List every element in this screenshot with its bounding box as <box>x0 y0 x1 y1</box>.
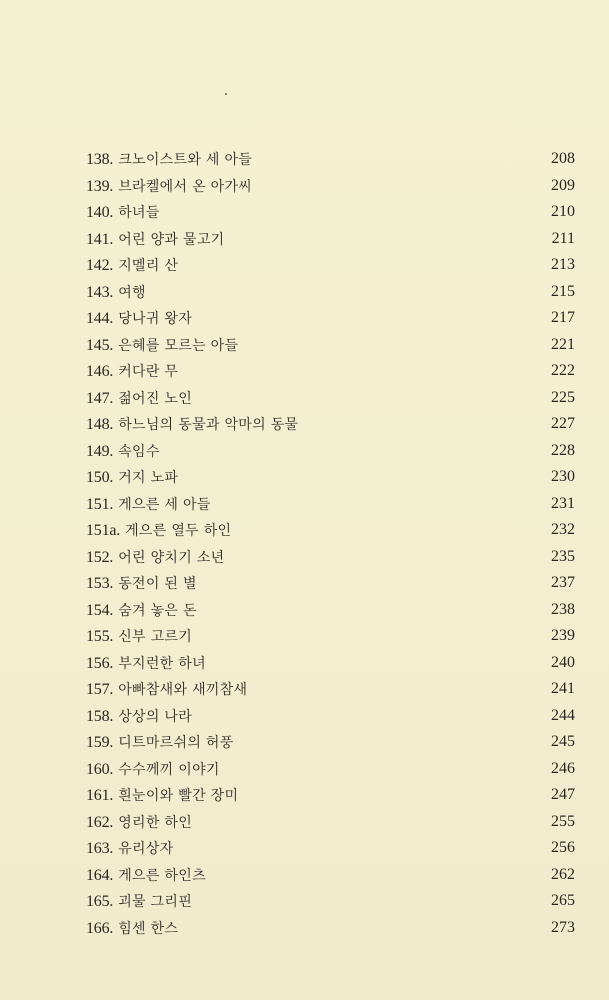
toc-entry-page: 210 <box>551 203 575 220</box>
toc-entry-title: 게으른 열두 하인 <box>125 523 232 539</box>
toc-entry-number: 159. <box>86 734 114 751</box>
toc-entry-title: 영리한 하인 <box>118 814 193 831</box>
toc-entry-page: 240 <box>551 653 575 671</box>
toc-entry-number: 154. <box>86 601 114 619</box>
toc-entry <box>86 597 575 624</box>
toc-entry-number: 153. <box>86 575 114 592</box>
toc-entry-page: 238 <box>551 600 575 618</box>
toc-entry <box>86 464 575 491</box>
toc-entry-title: 디트마르쉬의 허풍 <box>118 735 234 751</box>
toc-entry <box>86 729 575 756</box>
toc-entry-title: 부지런한 하녀 <box>118 655 206 672</box>
toc-entry <box>86 358 575 385</box>
toc-entry-number: 161. <box>86 787 114 804</box>
toc-entry-title: 어린 양과 물고기 <box>118 231 225 248</box>
toc-entry-page: 255 <box>551 812 575 830</box>
toc-entry-page: 211 <box>551 229 575 247</box>
toc-entry-number: 138. <box>86 151 114 168</box>
toc-entry-page: 215 <box>551 282 575 300</box>
toc-entry <box>86 173 575 200</box>
toc-entry-number: 139. <box>86 177 114 195</box>
toc-entry-title: 하느님의 동물과 악마의 동물 <box>118 417 299 433</box>
toc-entry-page: 244 <box>551 706 575 724</box>
toc-entry-number: 158. <box>86 707 114 725</box>
toc-entry <box>86 915 575 942</box>
toc-entry-number: 144. <box>86 310 114 327</box>
toc-entry-number: 156. <box>86 654 114 672</box>
toc-entry-title: 신부 고르기 <box>118 629 193 645</box>
toc-entry-number: 164. <box>86 866 114 884</box>
toc-entry-title: 게으른 세 아들 <box>118 496 211 513</box>
toc-entry <box>86 862 575 889</box>
toc-entry-title: 아빠참새와 새끼참새 <box>118 682 248 698</box>
toc-entry-title: 커다란 무 <box>118 364 179 380</box>
toc-entry <box>86 835 575 862</box>
toc-entry <box>86 252 575 279</box>
toc-entry-title: 당나귀 왕자 <box>118 311 193 327</box>
toc-entry-title: 동전이 된 별 <box>118 576 197 592</box>
toc-entry <box>86 676 575 703</box>
toc-entry-title: 상상의 나라 <box>118 708 193 725</box>
toc-entry <box>86 411 575 438</box>
toc-entry-title: 어린 양치기 소년 <box>118 549 225 566</box>
toc-entry-page: 230 <box>551 468 575 485</box>
toc-entry-number: 162. <box>86 813 114 831</box>
toc-entry <box>86 570 575 597</box>
toc-entry-number: 142. <box>86 257 114 274</box>
toc-entry <box>86 226 575 253</box>
toc-entry-title: 하녀들 <box>118 205 160 221</box>
toc-entry <box>86 332 575 359</box>
toc-entry-title: 거지 노파 <box>118 470 179 486</box>
toc-entry <box>86 756 575 783</box>
toc-entry-number: 143. <box>86 283 114 301</box>
toc-entry-page: 247 <box>551 786 575 803</box>
toc-entry-title: 숨겨 놓은 돈 <box>118 602 197 619</box>
toc-entry <box>86 517 575 544</box>
toc-entry-title: 유리상자 <box>118 841 174 857</box>
toc-entry-page: 245 <box>551 733 575 750</box>
toc-entry-number: 166. <box>86 919 114 937</box>
toc-entry <box>86 279 575 306</box>
toc-entry-title: 여행 <box>118 284 146 301</box>
toc-entry-number: 148. <box>86 416 114 433</box>
toc-entry <box>86 703 575 730</box>
toc-entry-number: 150. <box>86 469 114 486</box>
toc-entry-page: 222 <box>551 362 575 379</box>
toc-entry-page: 227 <box>551 415 575 432</box>
toc-entry-title: 속임수 <box>118 443 160 460</box>
toc-entry-page: 208 <box>551 150 575 167</box>
toc-entry-number: 145. <box>86 336 114 354</box>
toc-entry-title: 수수께끼 이야기 <box>118 761 220 778</box>
toc-entry <box>86 491 575 518</box>
toc-entry-number: 149. <box>86 442 114 460</box>
toc-entry-number: 152. <box>86 548 114 566</box>
toc-entry-page: 262 <box>551 865 575 883</box>
toc-entry-page: 209 <box>551 176 575 194</box>
toc-entry <box>86 809 575 836</box>
toc-entry-number: 141. <box>86 230 114 248</box>
toc-entry <box>86 199 575 226</box>
toc-entry-page: 265 <box>551 892 575 909</box>
toc-entry-number: 151. <box>86 495 114 513</box>
toc-entry-title: 브라켈에서 온 아가씨 <box>118 178 253 195</box>
toc-entry-title: 흰눈이와 빨간 장미 <box>118 788 239 804</box>
toc-entry-number: 140. <box>86 204 114 221</box>
toc-entry-number: 165. <box>86 893 114 910</box>
toc-entry-page: 231 <box>551 494 575 512</box>
toc-entry-number: 157. <box>86 681 114 698</box>
toc-entry-title: 크노이스트와 세 아들 <box>118 152 253 168</box>
toc-entry-title: 은혜를 모르는 아들 <box>118 337 239 354</box>
toc-entry-page: 225 <box>551 388 575 406</box>
toc-entry <box>86 438 575 465</box>
toc-entry <box>86 623 575 650</box>
toc-entry-page: 217 <box>551 309 575 326</box>
toc-entry <box>86 782 575 809</box>
toc-entry-page: 239 <box>551 627 575 644</box>
toc-entry-page: 241 <box>551 680 575 697</box>
ink-speck <box>225 93 227 95</box>
toc-entry-page: 246 <box>551 759 575 777</box>
table-of-contents <box>86 146 575 941</box>
toc-entry-number: 147. <box>86 389 114 407</box>
toc-entry-page: 256 <box>551 839 575 856</box>
toc-entry-page: 237 <box>551 574 575 591</box>
toc-entry <box>86 305 575 332</box>
toc-entry-title: 괴물 그리핀 <box>118 894 193 910</box>
toc-entry-number: 155. <box>86 628 114 645</box>
toc-entry <box>86 888 575 915</box>
toc-entry-number: 163. <box>86 840 114 857</box>
toc-entry-title: 힘센 한스 <box>118 920 179 937</box>
toc-entry-number: 160. <box>86 760 114 778</box>
toc-entry-page: 228 <box>551 441 575 459</box>
toc-entry-title: 젊어진 노인 <box>118 390 193 407</box>
toc-entry-title: 지멜리 산 <box>118 258 179 274</box>
toc-entry <box>86 650 575 677</box>
toc-entry <box>86 544 575 571</box>
toc-entry-page: 273 <box>551 918 575 936</box>
toc-entry-number: 146. <box>86 363 114 380</box>
toc-entry-page: 235 <box>551 547 575 565</box>
toc-entry-number: 151a. <box>86 522 121 539</box>
toc-entry-page: 232 <box>551 521 575 538</box>
toc-entry-title: 게으른 하인츠 <box>118 867 206 884</box>
toc-entry-page: 221 <box>551 335 575 353</box>
toc-entry-page: 213 <box>551 256 575 273</box>
toc-entry <box>86 146 575 173</box>
toc-entry <box>86 385 575 412</box>
